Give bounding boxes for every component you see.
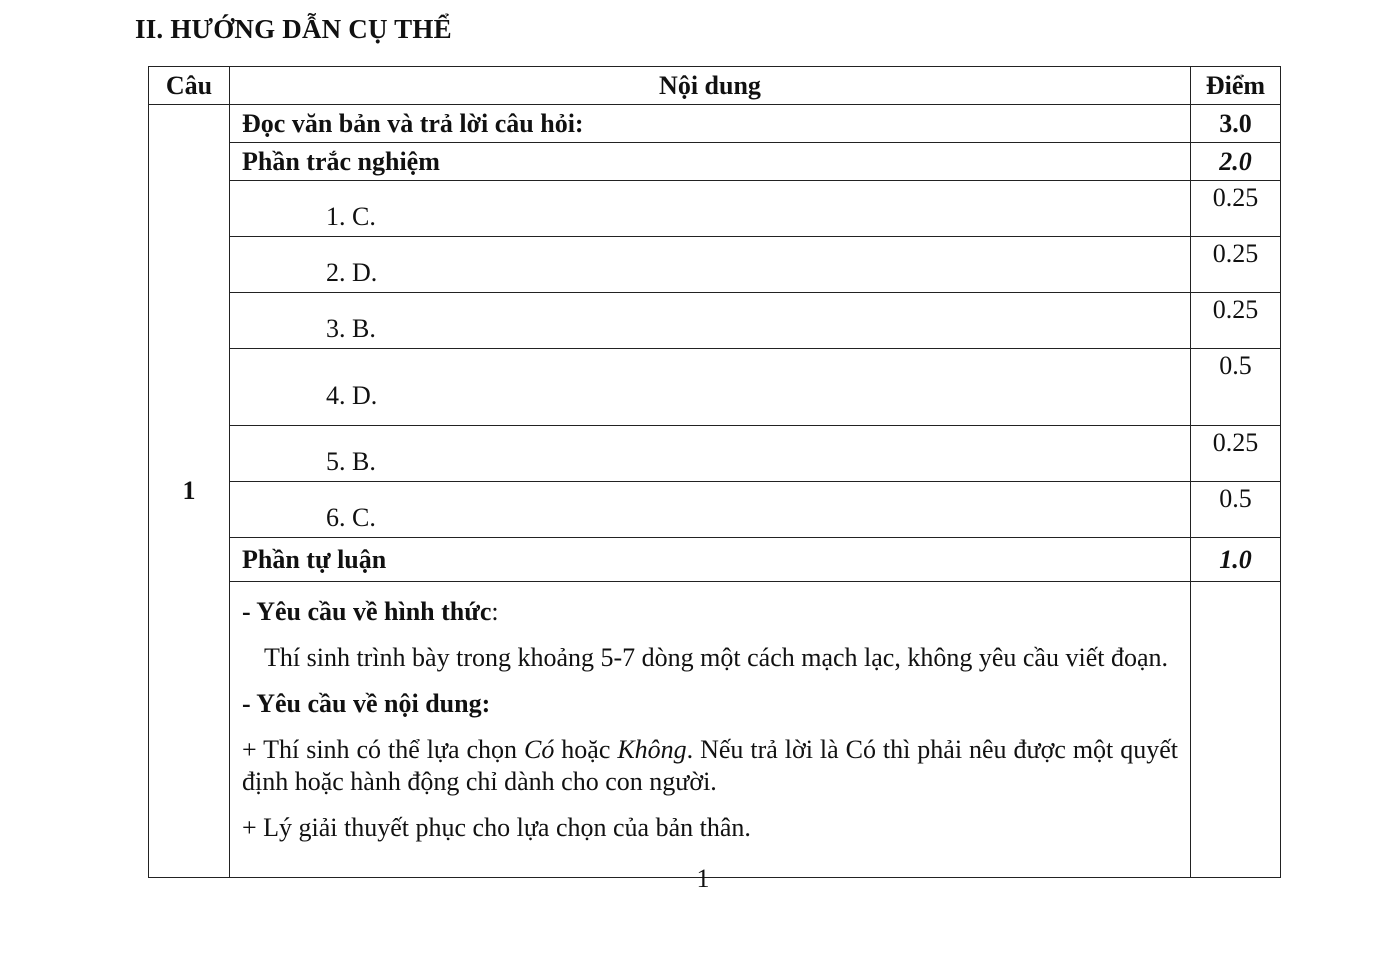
answer-score: 0.25 xyxy=(1191,426,1281,482)
table-row-essay-content xyxy=(149,582,1281,878)
reading-section-score: 3.0 xyxy=(1191,105,1281,143)
header-diem: Điểm xyxy=(1191,67,1281,105)
multiple-choice-label: Phần trắc nghiệm xyxy=(230,143,1191,181)
answer-text: 6. C. xyxy=(230,482,1191,538)
answer-text: 1. C. xyxy=(230,181,1191,237)
table-row-essay-header xyxy=(149,538,1281,582)
content-point-1-prefix: + Thí sinh có thể lựa chọn xyxy=(242,735,524,764)
essay-label: Phần tự luận xyxy=(230,538,1191,582)
header-noi-dung: Nội dung xyxy=(230,67,1191,105)
answer-text: 5. B. xyxy=(230,426,1191,482)
answer-text: 2. D. xyxy=(230,237,1191,293)
section-heading: II. HƯỚNG DẪN CỤ THỂ xyxy=(135,14,452,44)
table-row-answer-5 xyxy=(149,426,1281,482)
table-row-answer-4 xyxy=(149,349,1281,426)
form-requirement-colon: : xyxy=(491,597,499,626)
form-requirement-text: Thí sinh trình bày trong khoảng 5-7 dòng một cách mạch lạc, không yêu cầu viết đoạn. xyxy=(264,643,1168,672)
answer-score: 0.25 xyxy=(1191,181,1281,237)
answer-score: 0.5 xyxy=(1191,482,1281,538)
table-row-reading xyxy=(149,105,1281,143)
content-point-1-option-yes: Có xyxy=(523,735,555,764)
essay-content-score xyxy=(1191,582,1281,878)
table-header-row xyxy=(149,67,1281,105)
table-row-answer-6 xyxy=(149,482,1281,538)
essay-score: 1.0 xyxy=(1191,538,1281,582)
table-row-multiple-choice xyxy=(149,143,1281,181)
content-requirement-label: - Yêu cầu về nội dung: xyxy=(242,689,491,718)
essay-content xyxy=(230,582,1191,878)
page-number: 1 xyxy=(696,864,710,893)
content-point-1-mid: hoặc xyxy=(554,735,618,764)
content-point-1-suffix: . Nếu trả lời là Có thì phải nêu được một quyết định hoặc hành động chỉ dành cho con người. xyxy=(242,735,1178,796)
header-cau: Câu xyxy=(149,67,230,105)
content-point-2: + Lý giải thuyết phục cho lựa chọn của bản thân. xyxy=(242,813,751,842)
content-point-1 xyxy=(242,734,1178,798)
reading-section-label: Đọc văn bản và trả lời câu hỏi: xyxy=(230,105,1191,143)
answer-text: 3. B. xyxy=(230,293,1191,349)
answer-score: 0.5 xyxy=(1191,349,1281,426)
content-point-1-option-no: Không xyxy=(617,735,687,764)
table-row-answer-1 xyxy=(149,181,1281,237)
table-row-answer-3 xyxy=(149,293,1281,349)
question-number: 1 xyxy=(149,105,230,878)
multiple-choice-score: 2.0 xyxy=(1191,143,1281,181)
answer-score: 0.25 xyxy=(1191,237,1281,293)
grading-table xyxy=(148,66,1281,878)
form-requirement-label: - Yêu cầu về hình thức xyxy=(242,597,492,626)
table-row-answer-2 xyxy=(149,237,1281,293)
answer-score: 0.25 xyxy=(1191,293,1281,349)
form-requirement-heading xyxy=(242,596,1178,628)
answer-text: 4. D. xyxy=(230,349,1191,426)
